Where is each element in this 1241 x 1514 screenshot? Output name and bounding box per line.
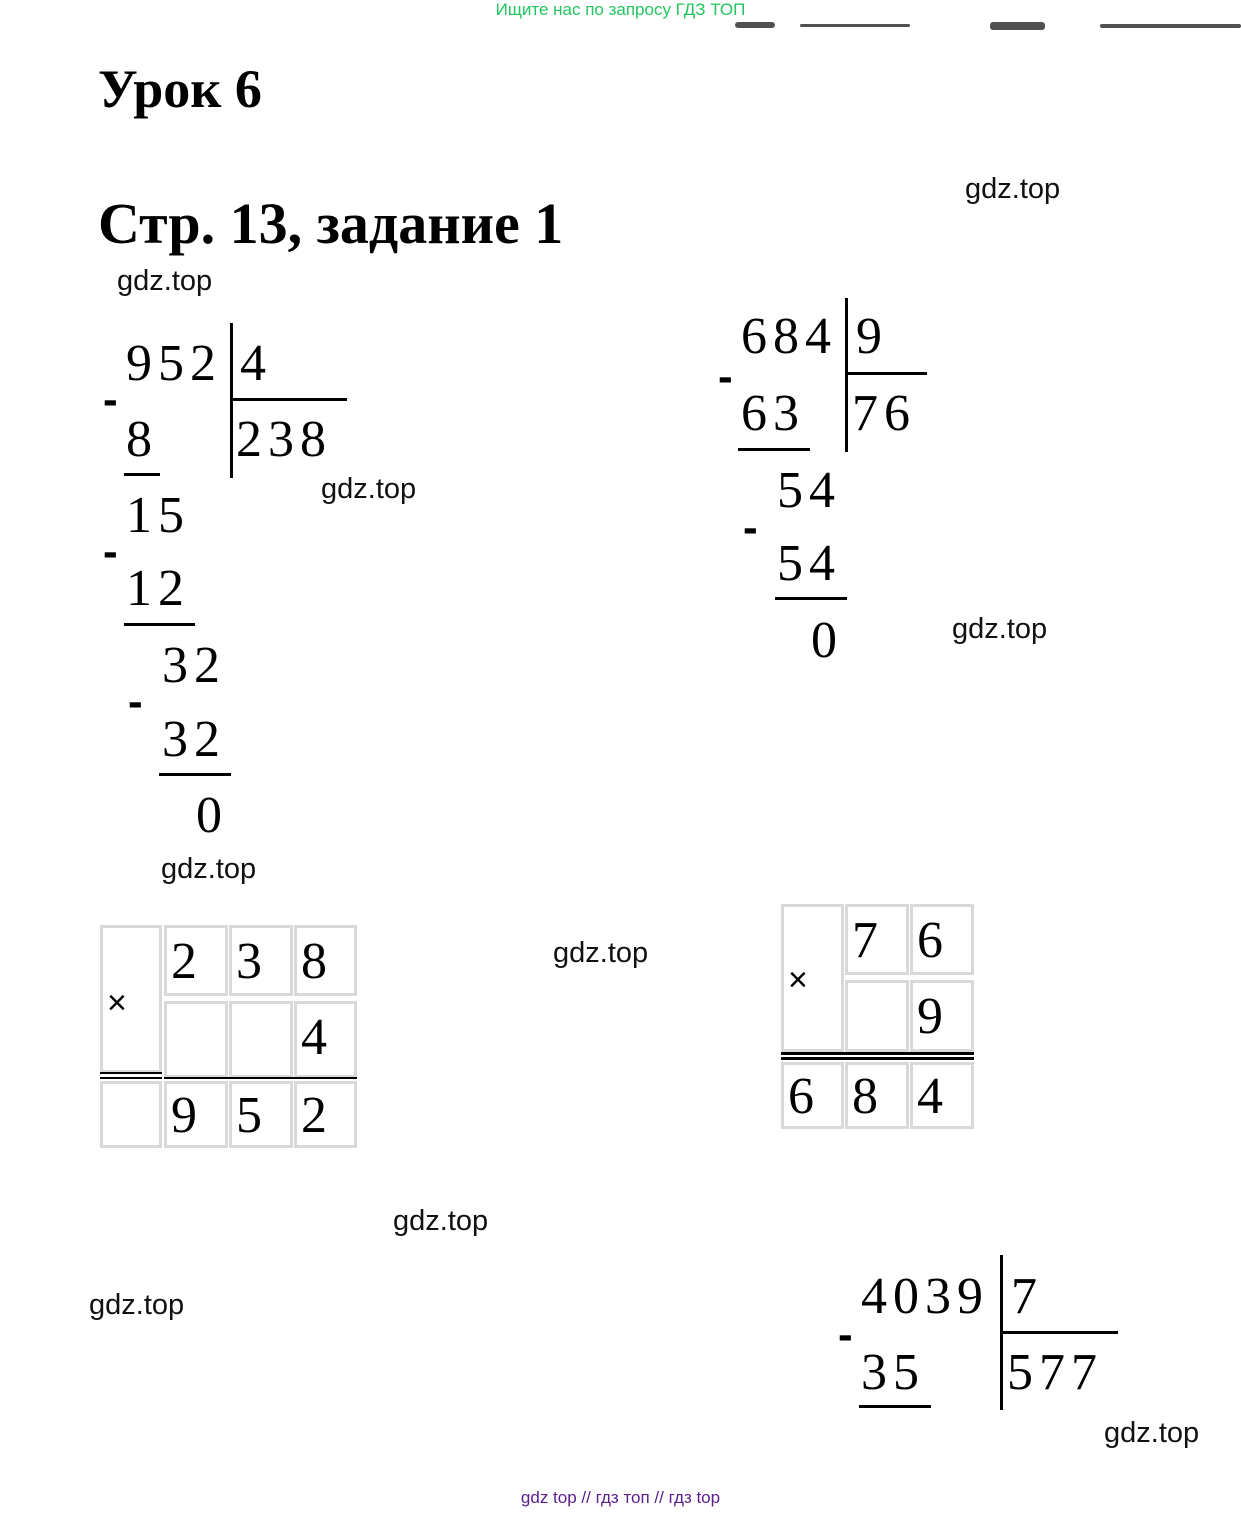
digit-cell: 8 xyxy=(294,925,357,996)
dividend: 684 xyxy=(741,308,837,365)
digit-cell: 2 xyxy=(164,925,228,996)
quotient-line xyxy=(1002,1331,1118,1334)
scan-smudge xyxy=(735,22,775,28)
digit-cell xyxy=(164,1001,228,1078)
step-remainder: 32 xyxy=(162,637,226,694)
minus-sign: - xyxy=(838,1310,853,1359)
dividend: 4039 xyxy=(861,1268,989,1325)
digit-cell: 5 xyxy=(229,1081,293,1148)
digit-cell: 4 xyxy=(294,1001,357,1078)
step-subtrahend: 63 xyxy=(741,385,805,442)
watermark: gdz.top xyxy=(161,853,257,885)
quotient-line xyxy=(847,372,927,375)
divisor: 9 xyxy=(856,308,888,365)
digit-cell: 6 xyxy=(781,1062,844,1129)
watermark: gdz.top xyxy=(1104,1417,1200,1449)
digit-cell: 7 xyxy=(845,904,909,975)
result-double-line xyxy=(781,1052,974,1055)
task-heading: Стр. 13, задание 1 xyxy=(98,191,564,256)
empty-cell xyxy=(100,1081,162,1148)
watermark: gdz.top xyxy=(89,1289,185,1321)
quotient: 577 xyxy=(1007,1344,1103,1401)
digit-cell xyxy=(845,980,909,1052)
step-line xyxy=(124,473,160,476)
step-subtrahend: 32 xyxy=(162,711,226,768)
quotient: 76 xyxy=(852,385,916,442)
multiply-sign: × xyxy=(788,961,808,999)
final-remainder: 0 xyxy=(196,787,228,844)
top-banner: Ищите нас по запросу ГДЗ ТОП xyxy=(495,0,746,19)
watermark: gdz.top xyxy=(393,1205,489,1237)
step-line xyxy=(159,773,231,776)
result-double-line xyxy=(100,1072,162,1074)
result-line xyxy=(164,1077,357,1079)
sign-cell xyxy=(781,904,844,1052)
step-subtrahend: 35 xyxy=(861,1344,925,1401)
quotient: 238 xyxy=(236,411,332,468)
sign-cell xyxy=(100,925,162,1073)
minus-sign: - xyxy=(718,352,733,401)
digit-cell: 9 xyxy=(910,980,974,1052)
minus-sign: - xyxy=(743,503,758,552)
digit-cell: 2 xyxy=(294,1081,357,1148)
lesson-title: Урок 6 xyxy=(98,59,262,119)
step-subtrahend: 54 xyxy=(777,535,841,592)
watermark: gdz.top xyxy=(553,937,649,969)
footer-links: gdz top // гдз топ // гдз top xyxy=(520,1488,721,1507)
step-remainder: 54 xyxy=(777,462,841,519)
quotient-line xyxy=(232,398,347,401)
division-bar xyxy=(845,298,848,452)
watermark: gdz.top xyxy=(117,265,213,297)
divisor: 4 xyxy=(240,335,272,392)
step-remainder: 15 xyxy=(126,487,190,544)
final-remainder: 0 xyxy=(811,612,843,669)
step-line xyxy=(124,623,195,626)
digit-cell: 9 xyxy=(164,1081,228,1148)
minus-sign: - xyxy=(128,677,143,726)
step-line xyxy=(775,597,847,600)
watermark: gdz.top xyxy=(321,473,417,505)
step-subtrahend: 8 xyxy=(126,411,158,468)
digit-cell: 4 xyxy=(910,1062,974,1129)
scan-smudge xyxy=(1100,24,1241,28)
multiply-sign: × xyxy=(107,984,127,1022)
result-double-line xyxy=(100,1077,162,1079)
step-line xyxy=(859,1405,931,1408)
digit-cell xyxy=(229,1001,293,1078)
step-line xyxy=(738,448,810,451)
watermark: gdz.top xyxy=(965,173,1061,205)
minus-sign: - xyxy=(103,375,118,424)
dividend: 952 xyxy=(126,335,222,392)
result-double-line xyxy=(781,1057,974,1060)
scan-smudge xyxy=(990,22,1045,30)
scan-smudge xyxy=(800,24,910,27)
digit-cell: 3 xyxy=(229,925,293,996)
minus-sign: - xyxy=(103,527,118,576)
digit-cell: 8 xyxy=(845,1062,909,1129)
step-subtrahend: 12 xyxy=(126,560,190,617)
digit-cell: 6 xyxy=(910,904,974,975)
divisor: 7 xyxy=(1011,1268,1043,1325)
watermark: gdz.top xyxy=(952,613,1048,645)
